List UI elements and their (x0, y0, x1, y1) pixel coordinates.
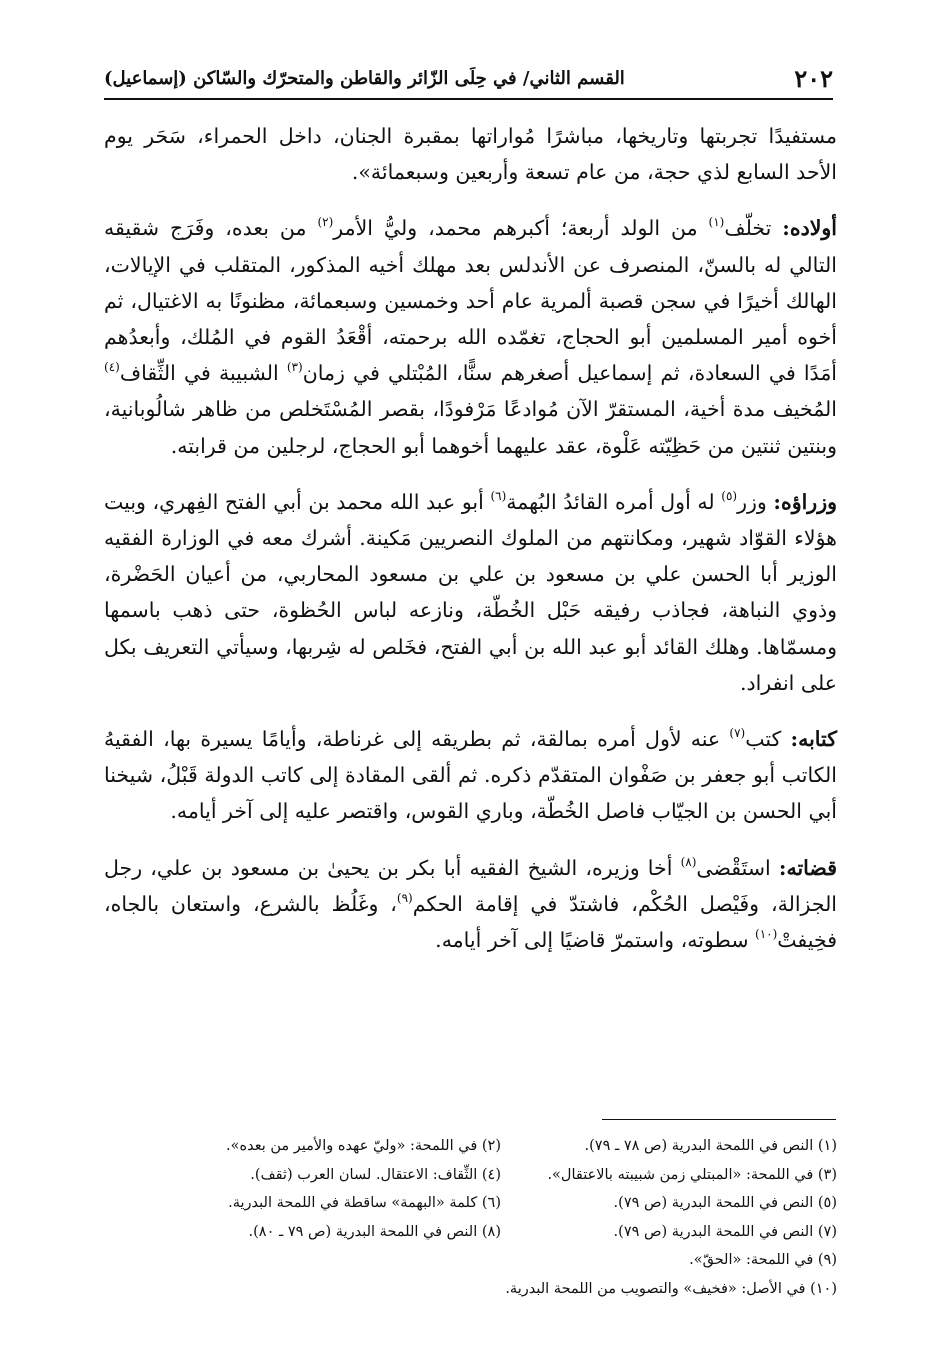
footnote-ref[interactable]: (٨) (680, 854, 697, 869)
section-heading: قضاته: (778, 855, 837, 880)
paragraph-intro: مستفيدًا تجربتها وتاريخها، مباشرًا مُواراتها بمقبرة الجنان، داخل الحمراء، سَحَر يوم الأحد السابع لذي حجة، من عام تسعة وأربعين وسبعمائة». (104, 124, 837, 185)
footnote: (٩) في اللمحة: «الحقّ». (689, 1252, 837, 1268)
footnote: (١٠) في الأصل: «فخيف» والتصويب من اللمحة البدرية. (505, 1280, 837, 1297)
footnote: (٧) النص في اللمحة البدرية (ص ٧٩). (613, 1223, 837, 1240)
footnote-ref[interactable]: (٢) (317, 215, 334, 230)
footnote-ref[interactable]: (٣) (286, 360, 303, 375)
footnote-row (104, 1275, 837, 1304)
paragraph-scribes: كتابه: كتب$^{(٧)}$ عنه لأول أمره بمالقة، ثم بطريقه إلى غرناطة، وأيامًا يسيرة بها، الفقيهُ الكاتب أبو جعفر بن صَفْوان المتقدّم ذكره. ثم ألقى المقادة إلى كاتب الدولة قَبْلُ، شيخنا أبي الحسن بن الجيّاب فاصل الخُطّة، وباري القوس، واقتصر عليه إلى آخر أيامه. (104, 726, 837, 824)
footnote-ref[interactable]: (١) (708, 215, 725, 230)
section-heading: وزراؤه: (773, 489, 838, 514)
footnote-ref[interactable]: (١٠) (755, 927, 778, 942)
footnote: (٤) الثِّقاف: الاعتقال. لسان العرب (ثقف). (250, 1166, 501, 1183)
footnote-row (104, 1161, 837, 1190)
footnote: (٥) النص في اللمحة البدرية (ص ٧٩). (613, 1195, 837, 1211)
footnote-ref[interactable]: (٥) (721, 488, 738, 503)
footnote: (٢) في اللمحة: «وليّ عهده والأمير من بعده». (226, 1138, 501, 1154)
footnote-separator (602, 1119, 836, 1120)
section-heading: أولاده: (782, 216, 837, 241)
footnote: (٨) النص في اللمحة البدرية (ص ٧٩ ـ ٨٠). (248, 1223, 501, 1240)
footnotes (104, 1132, 837, 1303)
footnote-ref[interactable]: (٩) (396, 890, 413, 905)
paragraph-children: أولاده: تخلّف$^{(١)}$ من الولد أربعة؛ أكبرهم محمد، وليُّ الأمر$^{(٢)}$ من بعده، وفَرَج شقيقه التالي له بالسنّ، المنصرف عن الأندلس بعد مهلك أخيه المذكور، المتقلب في الإيالات، الهالك أخيرًا في سجن قصبة ألمرية عام أحد وخمسين وسبعمائة، مظنونًا به الاغتيال، ثم أخوه أمير المسلمين أبو الحجاج، تغمّده الله برحمته، أقْعَدُ القوم في المُلك، وأبعدُهم أمَدًا في السعادة، ثم إسماعيل أصغرهم سنًّا، المُبْتلي في زمان$^{(٣)}$ الشبيبة في الثِّقاف$^{(٤)}$ المُخيف مدة أخية، المستقرّ الآن مُوادعًا مَرْفودًا، بقصر المُسْتَخلص من ظاهر شالُوبانية، وبنتين ثنتين من حَظِيّته عَلْوة، عقد عليهما أخوهما أبو الحجاج، لرجلين من قرابته. (104, 215, 837, 458)
footnote-row (104, 1246, 837, 1275)
page-number: ٢٠٢ (794, 63, 833, 93)
footnote: (٦) كلمة «البهمة» ساقطة في اللمحة البدرية. (228, 1195, 501, 1211)
footnote-row (104, 1132, 837, 1161)
footnote-row (104, 1218, 837, 1247)
running-header (104, 58, 833, 100)
paragraph-judges: قضاته: استَقْضى$^{(٨)}$ أخا وزيره، الشيخ الفقيه أبا بكر بن يحيىٰ بن مسعود بن علي، رجل الجزالة، وفَيْصل الحُكْم، فاشتدّ في إقامة الحكم$^{(٩)}$، وغَلُظ بالشرع، واستعان بالجاه، فخِيفتْ$^{(١٠)}$ سطوته، واستمرّ قاضيًا إلى آخر أيامه. (104, 854, 838, 953)
paragraph-ministers: وزراؤه: وزر$^{(٥)}$ له أول أمره القائدُ البُهمة$^{(٦)}$ أبو عبد الله محمد بن أبي الفتح الفِهري، وبيت هؤلاء القوّاد شهير، ومكانتهم من الملوك النصريين مَكينة. أشرك معه في الوزارة الفقيه الوزير أبا الحسن علي بن مسعود بن علي بن مسعود المحاربي، من أعيان الحَضْرة، وذوي النباهة، فجاذب رفيقه حَبْل الخُطّة، ونازعه لباس الحُظوة، حتى ذهب باسمها ومسمّاها. وهلك القائد أبو عبد الله بن أبي الفتح، فخَلص له شِربها، وسيأتي التعريف بكل على انفراد. (104, 488, 838, 695)
footnote: (٣) في اللمحة: «المبتلي زمن شبيبته بالاعتقال». (547, 1166, 837, 1183)
main-text (104, 118, 837, 958)
footnote-ref[interactable]: (٤) (104, 360, 120, 375)
footnote: (١) النص في اللمحة البدرية (ص ٧٨ ـ ٧٩). (584, 1138, 837, 1154)
footnote-row (104, 1189, 837, 1218)
footnote-ref[interactable]: (٧) (729, 726, 746, 741)
header-title: القسم الثاني/ في حِلَى الزّائر والقاطن والمتحرّك والسّاكن (إسماعيل) (104, 67, 625, 89)
section-heading: كتابه: (790, 727, 837, 752)
footnote-ref[interactable]: (٦) (490, 488, 507, 503)
